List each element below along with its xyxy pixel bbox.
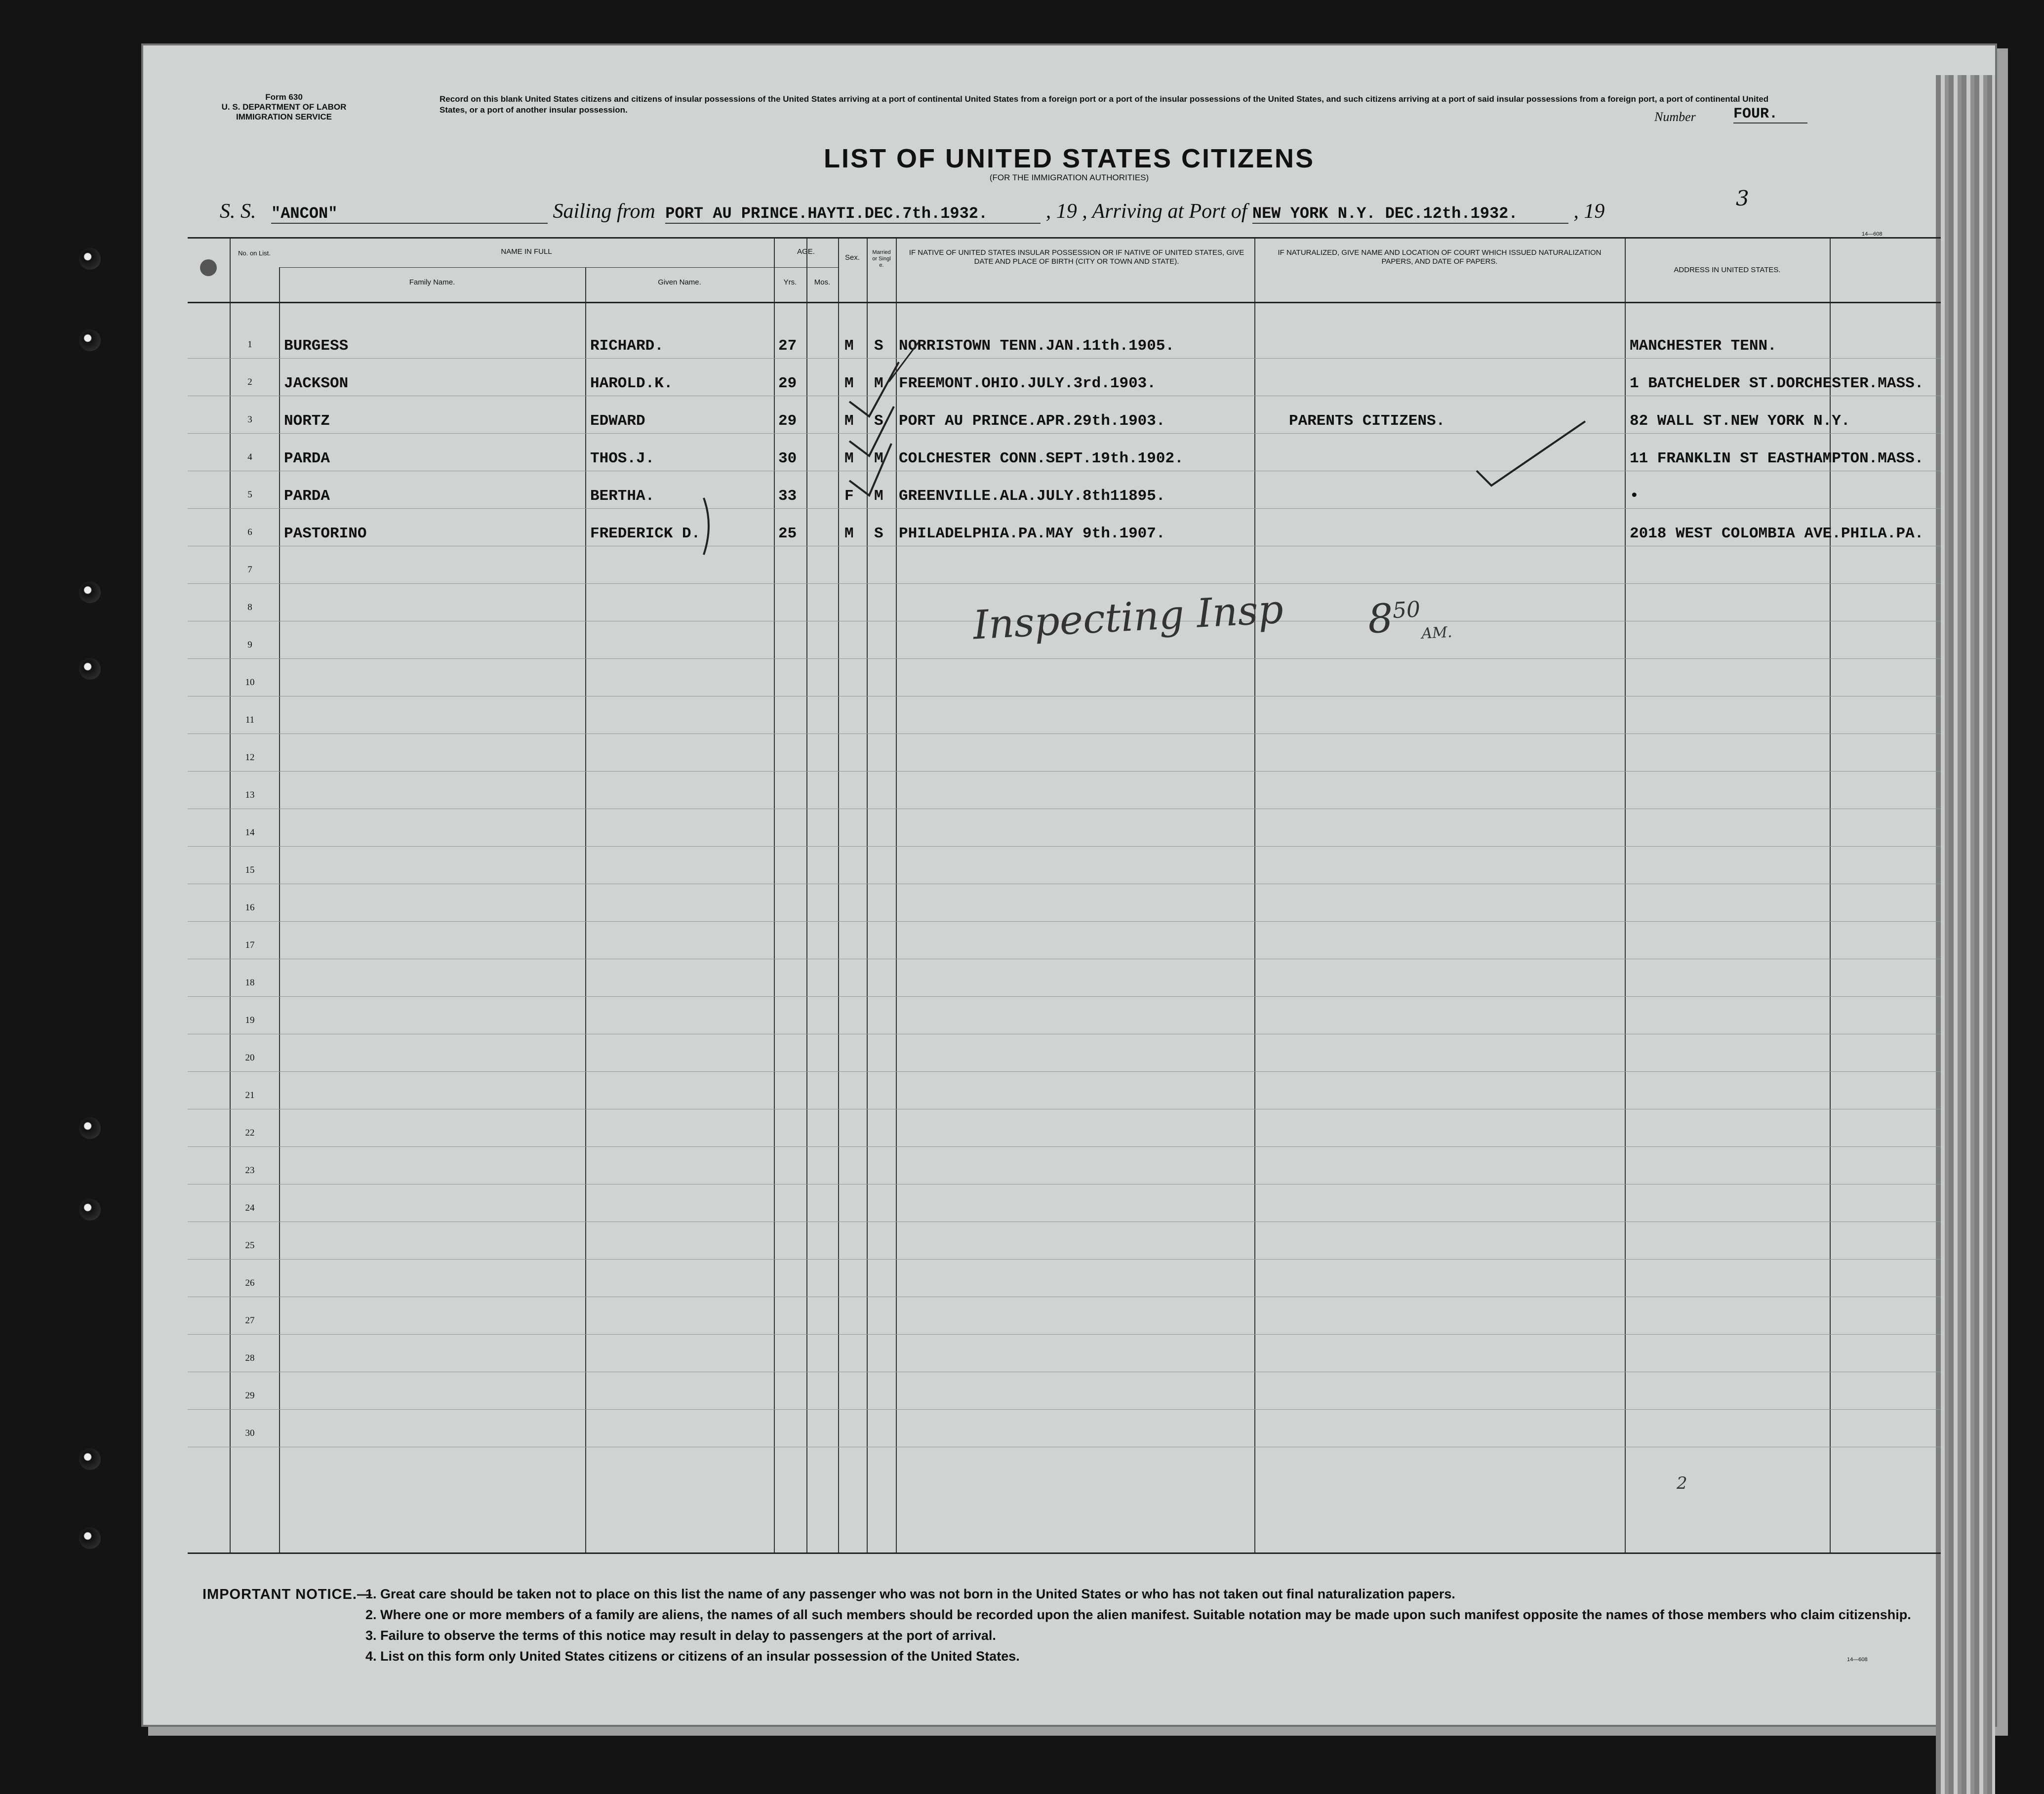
row-number: 13 [245,790,255,800]
hdr-family-name: Family Name. [409,278,455,286]
age-years: 29 [778,375,797,392]
ruled-line [188,658,1941,659]
hdr-age: AGE. [797,247,815,256]
rule [279,267,774,268]
notice-item: 4. List on this form only United States citizens or citizens of an insular possession of the United States. [365,1649,1020,1664]
form-instructions: Record on this blank United States citizens and citizens of insular possessions of the United States arriving at a port of continental United States from a foreign port or a port of the insular possessions of the United States, and such citizens arriving at a port of said insular possessions from a foreign port, a port of continental United States, or a port of another insular possession. [440,94,1769,115]
row-number: 26 [245,1278,255,1288]
row-number: 20 [245,1053,255,1063]
rule [188,302,1941,303]
row-number: 15 [245,865,255,875]
family-name: NORTZ [284,412,330,430]
col-divider [838,239,839,1552]
ruled-line [188,996,1941,997]
form-number: Form 630 [265,92,303,102]
handwritten-time-unit: AM. [1421,623,1453,643]
col-divider [230,239,231,1552]
birth-place-date: NORRISTOWN TENN.JAN.11th.1905. [899,337,1175,355]
ship-name: "ANCON" [271,204,548,224]
address: • [1630,488,1639,505]
row-number: 27 [245,1315,255,1326]
row-number: 24 [245,1203,255,1213]
ruled-line [188,433,1941,434]
punch-hole [79,329,101,351]
family-name: PARDA [284,450,330,467]
punch-hole [79,1448,101,1470]
age-years: 27 [778,337,797,355]
age-years: 29 [778,412,797,430]
number-value: FOUR. [1733,106,1807,123]
col-divider [1254,239,1255,1552]
sex: M [844,412,854,430]
marital-status: M [874,488,883,505]
hdr-naturalized: IF NATURALIZED, GIVE NAME AND LOCATION OF COURT WHICH ISSUED NATURALIZATION PAPERS, AND DATE OF PAPERS. [1278,248,1602,266]
hdr-name-in-full: NAME IN FULL [501,247,552,256]
check-mark [1477,421,1585,486]
row-number: 4 [247,452,252,462]
row-number: 14 [245,827,255,838]
number-label: Number [1654,110,1696,124]
ruled-line [188,508,1941,509]
row-number: 18 [245,978,255,988]
row-number: 16 [245,902,255,913]
address: 1 BATCHELDER ST.DORCHESTER.MASS. [1630,375,1924,392]
col-divider [279,267,280,1552]
manifest-sheet [143,45,1995,1725]
punch-hole [79,1117,101,1139]
check-mark [889,342,919,382]
ruled-line [188,1071,1941,1072]
marital-status: S [874,525,883,542]
row-number: 30 [245,1428,255,1438]
given-name: EDWARD [590,412,645,430]
address: 2018 WEST COLOMBIA AVE.PHILA.PA. [1630,525,1924,542]
row-number: 8 [247,602,252,612]
hdr-married-single: Married or Single. [872,249,891,268]
sex: M [844,450,854,467]
ruled-line [188,1334,1941,1335]
family-name: JACKSON [284,375,349,392]
family-bracket [701,495,721,560]
punch-hole [79,1527,101,1549]
ruled-line [188,846,1941,847]
ruled-line [188,921,1941,922]
arriving-port: NEW YORK N.Y. DEC.12th.1932. [1252,204,1568,224]
address: 82 WALL ST.NEW YORK N.Y. [1630,412,1850,430]
row-number: 7 [247,565,252,575]
row-number: 3 [247,414,252,425]
form-identifier [173,92,395,122]
ruled-line [188,583,1941,584]
handwritten-note: Inspecting Insp [971,586,1284,649]
col-divider [1830,239,1831,1552]
marital-status: S [874,412,883,430]
col-divider [806,239,807,1552]
marital-status: M [874,450,883,467]
row-number: 10 [245,677,255,688]
row-number: 9 [247,640,252,650]
family-name: PARDA [284,488,330,505]
row-number: 23 [245,1165,255,1176]
sailing-from: PORT AU PRINCE.HAYTI.DEC.7th.1932. [665,204,1041,224]
print-code-bottom: 14—608 [1847,1657,1868,1663]
check-marks [840,332,1037,609]
col-divider [1625,239,1626,1552]
page-subtitle: (FOR THE IMMIGRATION AUTHORITIES) [989,173,1149,182]
year-suffix: , 19 [1573,200,1605,223]
handwritten-time [1367,592,1453,646]
row-number: 21 [245,1090,255,1101]
punch-hole [79,248,101,270]
given-name: FREDERICK D. [590,525,701,542]
parents-check [1472,416,1600,490]
ruled-line [188,1146,1941,1147]
check-mark [849,362,899,416]
col-divider [585,267,586,1552]
handwritten-time-num: 8 [1366,595,1395,643]
sailing-label: Sailing from [553,200,655,223]
row-number: 5 [247,489,252,500]
age-years: 25 [778,525,797,542]
address: MANCHESTER TENN. [1630,337,1777,355]
age-years: 33 [778,488,797,505]
department: U. S. DEPARTMENT OF LABOR [221,102,347,112]
page-edges [1936,75,1995,1794]
sex: M [844,375,854,392]
naturalization: PARENTS CITIZENS. [1289,412,1445,430]
family-name: PASTORINO [284,525,367,542]
row-number: 28 [245,1353,255,1363]
hdr-yrs: Yrs. [783,278,797,286]
row-number: 29 [245,1390,255,1401]
birth-place-date: PHILADELPHIA.PA.MAY 9th.1907. [899,525,1165,542]
birth-place-date: GREENVILLE.ALA.JULY.8th11895. [899,488,1165,505]
row-number: 22 [245,1128,255,1138]
given-name: BERTHA. [590,488,655,505]
ruled-line [188,1409,1941,1410]
marital-status: M [874,375,883,392]
row-number: 17 [245,940,255,950]
page-title: LIST OF UNITED STATES CITIZENS [824,144,1315,173]
row-number: 1 [247,339,252,350]
sex: M [844,337,854,355]
row-number: 6 [247,527,252,537]
birth-place-date: FREEMONT.OHIO.JULY.3rd.1903. [899,375,1156,392]
handwritten-time-sup: 50 [1392,597,1421,624]
manifest-table [188,237,1941,1554]
bracket-mark [704,498,709,555]
address: 11 FRANKLIN ST EASTHAMPTON.MASS. [1630,450,1924,467]
hdr-no-on-list: No. on List. [238,249,271,257]
col-divider [774,239,775,1552]
given-name: RICHARD. [590,337,664,355]
punch-shadow [200,259,217,276]
notice-item: 1. Great care should be taken not to place on this list the name of any passenger who was not born in the United States or who has not taken out final naturalization papers. [365,1587,1455,1601]
ruled-line [188,358,1941,359]
row-number: 19 [245,1015,255,1025]
notice-item: 2. Where one or more members of a family are aliens, the names of all such members should be recorded upon the alien manifest. Suitable notation may be made upon such manifest opposite the names of those members who claim citizenship. [365,1607,1911,1622]
marital-status: S [874,337,883,355]
family-name: BURGESS [284,337,349,355]
row-number: 2 [247,377,252,387]
sex: M [844,525,854,542]
ruled-line [188,771,1941,772]
notice-title: IMPORTANT NOTICE.— [202,1587,372,1602]
hdr-address: ADDRESS IN UNITED STATES. [1674,266,1781,274]
rule [774,267,838,268]
birth-place-date: COLCHESTER CONN.SEPT.19th.1902. [899,450,1184,467]
sex: F [844,488,854,505]
punch-hole [79,581,101,603]
ss-label: S. S. [220,200,256,223]
notice-list [365,1584,1936,1667]
row-number: 12 [245,752,255,763]
ruled-line [188,1259,1941,1260]
notice-item: 3. Failure to observe the terms of this notice may result in delay to passengers at the port of arrival. [365,1628,996,1643]
given-name: THOS.J. [590,450,655,467]
punch-hole [79,658,101,680]
birth-place-date: PORT AU PRINCE.APR.29th.1903. [899,412,1165,430]
row-number: 25 [245,1240,255,1251]
page-mark: 2 [1677,1473,1687,1493]
hdr-birth: IF NATIVE OF UNITED STATES INSULAR POSSESSION OR IF NATIVE OF UNITED STATES, GIVE DATE AND PLACE OF BIRTH (CITY OR TOWN AND STATE). [909,248,1244,266]
marginal-mark: 3 [1736,186,1749,210]
year-prefix: , 19 [1045,200,1077,223]
punch-hole [79,1199,101,1221]
hdr-given-name: Given Name. [658,278,701,286]
hdr-mos: Mos. [814,278,831,286]
row-number: 11 [245,715,255,725]
age-years: 30 [778,450,797,467]
hdr-sex: Sex. [844,253,860,262]
service: IMMIGRATION SERVICE [236,112,332,122]
given-name: HAROLD.K. [590,375,673,392]
arriving-label: , Arriving at Port of [1082,200,1247,223]
voyage-line [220,200,1604,224]
print-code: 14—608 [1862,231,1883,237]
